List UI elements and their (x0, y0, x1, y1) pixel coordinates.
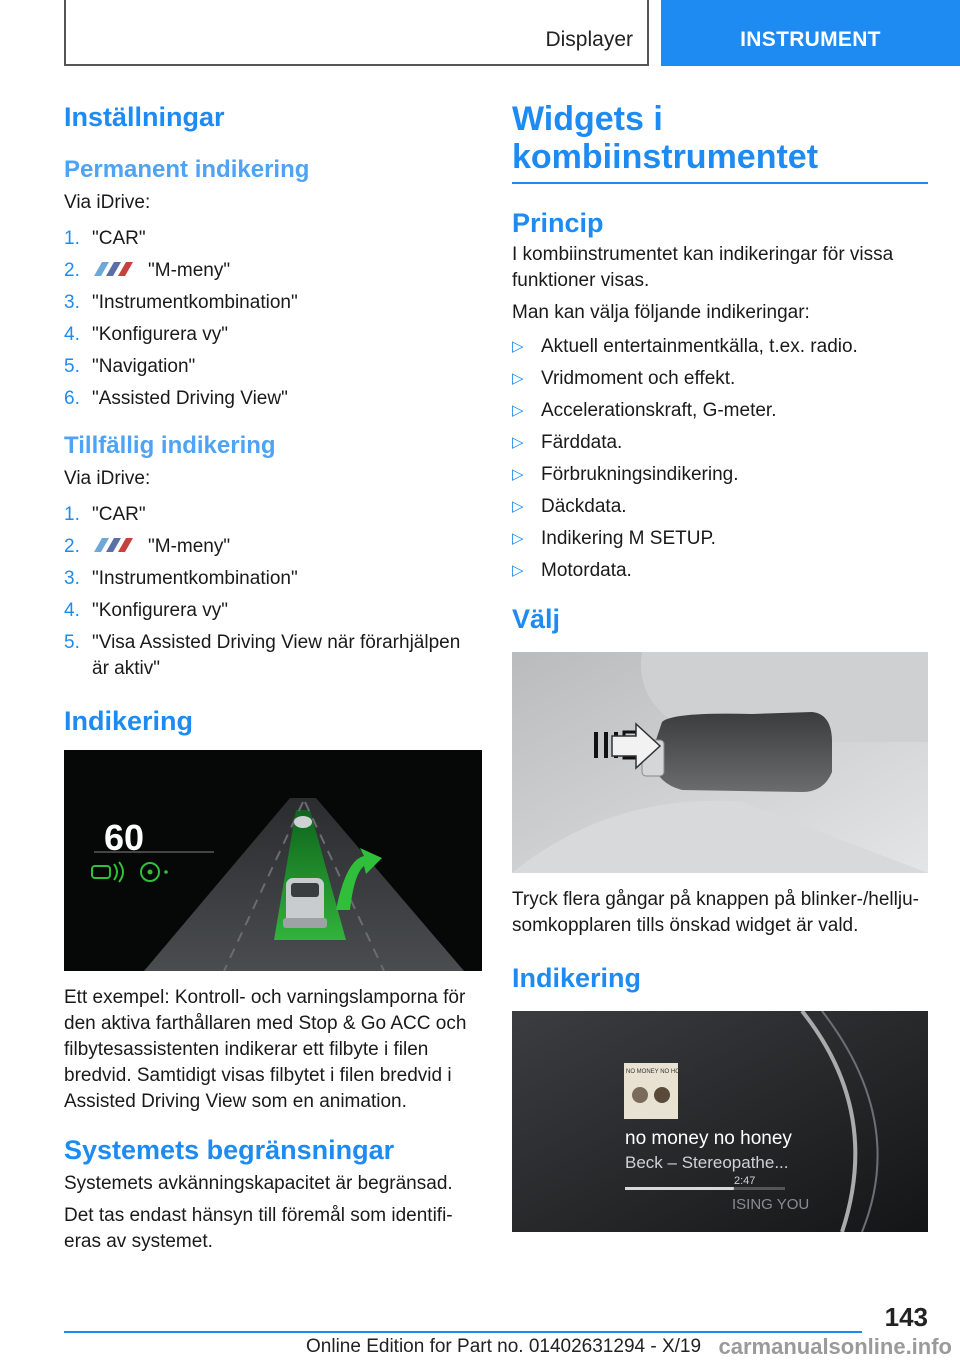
limits-heading: Systemets begränsningar (64, 1135, 395, 1165)
header-chapter-tab (661, 0, 960, 66)
principle-paragraph-2: Man kan välja följande indikeringar: (512, 302, 810, 323)
media-widget-image (512, 1011, 928, 1232)
display-heading: Indikering (64, 706, 194, 736)
step-text: "M-meny" (148, 260, 231, 281)
permanent-steps (64, 226, 482, 412)
widget-display-heading: Indikering (512, 963, 642, 993)
step-number: 3. (64, 292, 80, 313)
bullet-triangle-icon: ▷ (512, 434, 524, 451)
permanent-intro: Via iDrive: (64, 192, 151, 213)
permanent-heading: Permanent indikering (64, 156, 310, 183)
track-artist: Beck – Stereopathe... (625, 1153, 789, 1172)
list-item (64, 322, 482, 348)
temporary-steps (64, 502, 482, 682)
list-item (512, 366, 928, 392)
list-item (64, 502, 482, 528)
bullet-triangle-icon: ▷ (512, 530, 524, 547)
step-number: 6. (64, 388, 80, 409)
list-item (64, 226, 482, 252)
step-text: "Assisted Driving View" (92, 388, 288, 409)
assisted-driving-view-image (64, 750, 482, 971)
step-number: 4. (64, 324, 80, 345)
list-item (512, 558, 928, 584)
step-text: "CAR" (92, 228, 146, 249)
step-number: 2. (64, 536, 80, 557)
footer-divider (64, 1331, 862, 1333)
speed-readout: 60 (104, 817, 145, 858)
principle-heading: Princip (512, 208, 604, 238)
bullet-triangle-icon: ▷ (512, 370, 524, 387)
list-item (64, 354, 482, 380)
step-text: "Visa Assisted Driving View när förarhjälpen är aktiv" (92, 632, 461, 679)
list-item (64, 386, 482, 412)
list-item (512, 334, 928, 360)
step-text: "Konfigurera vy" (92, 324, 228, 345)
list-item-text: Indikering M SETUP. (541, 528, 716, 549)
stalk-button-image (512, 652, 928, 873)
list-item (512, 494, 928, 520)
bullet-triangle-icon: ▷ (512, 498, 524, 515)
step-number: 3. (64, 568, 80, 589)
display-caption: Ett exempel: Kontroll- och varningslamporna för den aktiva farthållaren med Stop & Go ACC och filbytesassistenten indikerar ett filbyte i filen bredvid. Samtidigt visas filbytet i filen bredvid i Assisted Driving View som en animation. (64, 987, 467, 1112)
select-caption: Tryck flera gångar på knappen på blinker-/hellju‐somkopplaren tills önskad widget är vald. (512, 889, 919, 936)
list-item-text: Aktuell entertainmentkälla, t.ex. radio. (541, 336, 858, 357)
temporary-intro: Via iDrive: (64, 468, 151, 489)
right-column (512, 100, 928, 1232)
step-number: 4. (64, 600, 80, 621)
step-number: 1. (64, 504, 80, 525)
widget-options-list (512, 334, 928, 584)
list-item-text: Vridmoment och effekt. (541, 368, 736, 389)
footer-edition: Online Edition for Part no. 01402631294 - X/19 (306, 1336, 702, 1357)
select-heading: Välj (512, 604, 561, 634)
temporary-heading: Tillfällig indikering (64, 432, 276, 459)
list-item (64, 566, 482, 592)
step-text: "CAR" (92, 504, 146, 525)
list-item (512, 462, 928, 488)
list-item (64, 598, 482, 624)
step-text: "Konfigurera vy" (92, 600, 228, 621)
step-number: 5. (64, 632, 80, 653)
header-section-label: Displayer (545, 28, 633, 51)
list-item (64, 258, 482, 284)
list-item (512, 526, 928, 552)
track-time: 2:47 (734, 1175, 756, 1187)
header-chapter-label: INSTRUMENT (740, 28, 881, 51)
settings-title: Inställningar (64, 102, 225, 132)
list-item (64, 534, 482, 560)
album-cover-text: NO MONEY NO HONEY (626, 1069, 693, 1075)
partial-text: ISING YOU (732, 1196, 810, 1213)
m-stripes-icon (92, 262, 140, 276)
list-item (64, 290, 482, 316)
list-item-text: Förbrukningsindikering. (541, 464, 739, 485)
m-stripes-icon (92, 538, 140, 552)
left-column (64, 100, 482, 1255)
list-item-text: Däckdata. (541, 496, 627, 517)
step-text: "Instrumentkombination" (92, 568, 298, 589)
header-section-tab (64, 0, 649, 66)
watermark: carmanualsonline.info (718, 1334, 952, 1359)
list-item (64, 630, 482, 682)
page-number: 143 (884, 1302, 928, 1332)
list-item-text: Motordata. (541, 560, 632, 581)
step-text: "Instrumentkombination" (92, 292, 298, 313)
list-item (512, 398, 928, 424)
step-text: "M-meny" (148, 536, 231, 557)
widgets-title: Widgets i kombiinstrumentet (512, 100, 928, 184)
list-item (512, 430, 928, 456)
step-text: "Navigation" (92, 356, 196, 377)
step-number: 5. (64, 356, 80, 377)
bullet-triangle-icon: ▷ (512, 402, 524, 419)
principle-paragraph-1: I kombiinstrumentet kan indikeringar för vissa funktioner visas. (512, 244, 894, 291)
track-title: no money no honey (625, 1128, 792, 1149)
bullet-triangle-icon: ▷ (512, 562, 524, 579)
list-item-text: Accelerationskraft, G-meter. (541, 400, 777, 421)
bullet-triangle-icon: ▷ (512, 466, 524, 483)
list-item-text: Färddata. (541, 432, 623, 453)
progress-fill (625, 1187, 734, 1190)
limits-paragraph-1: Systemets avkänningskapacitet är begränsad. (64, 1173, 453, 1194)
step-number: 1. (64, 228, 80, 249)
limits-paragraph-2: Det tas endast hänsyn till föremål som identifi‐eras av systemet. (64, 1205, 453, 1252)
step-number: 2. (64, 260, 80, 281)
bullet-triangle-icon: ▷ (512, 338, 524, 355)
